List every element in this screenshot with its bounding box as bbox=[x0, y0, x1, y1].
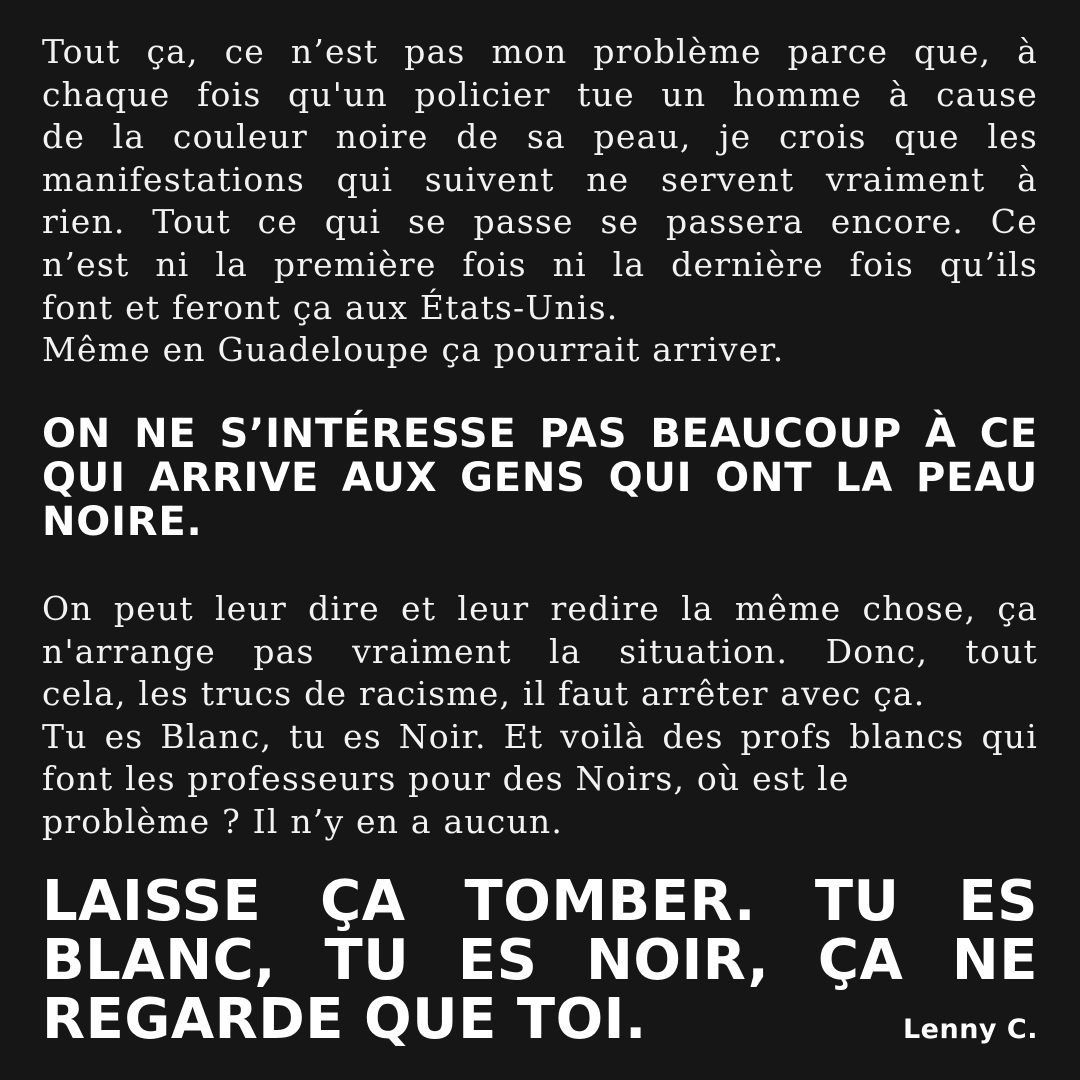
heading-1-line: NOIRE. bbox=[42, 499, 203, 545]
paragraph-1-line: chaque fois qu'un policier tue un homme à cause bbox=[42, 74, 1038, 114]
heading-2-line: LAISSE ÇA TOMBER. TU ES bbox=[42, 869, 1038, 934]
paragraph-2-line: Tu es Blanc, tu es Noir. Et voilà des profs blancs qui bbox=[42, 716, 1038, 756]
paragraph-2-line: font les professeurs pour des Noirs, où est le bbox=[42, 759, 850, 799]
heading-1 bbox=[42, 412, 1038, 544]
heading-2-line: REGARDE QUE TOI. bbox=[42, 987, 647, 1052]
paragraph-2-line: n'arrange pas vraiment la situation. Donc, tout bbox=[42, 631, 1038, 671]
heading-1-line: ON NE S’INTÉRESSE PAS BEAUCOUP À CE bbox=[42, 411, 1038, 457]
paragraph-1-line: n’est ni la première fois ni la dernière fois qu’ils bbox=[42, 244, 1038, 284]
paragraph-1-line: manifestations qui suivent ne servent vraiment à bbox=[42, 159, 1038, 199]
paragraph-1-line: Tout ça, ce n’est pas mon problème parce que, à bbox=[42, 32, 1038, 71]
paragraph-1-line: rien. Tout ce qui se passe se passera encore. Ce bbox=[42, 202, 1038, 242]
paragraph-1-line: font et feront ça aux États-Unis. bbox=[42, 287, 619, 327]
paragraph-1 bbox=[42, 31, 1038, 372]
paragraph-2-line: cela, les trucs de racisme, il faut arrêter avec ça. bbox=[42, 674, 926, 714]
heading-2 bbox=[42, 869, 1038, 1052]
heading-2-line: BLANC, TU ES NOIR, ÇA NE bbox=[42, 928, 1038, 993]
heading-1-line: QUI ARRIVE AUX GENS QUI ONT LA PEAU bbox=[42, 455, 1038, 501]
paragraph-1-line: Même en Guadeloupe ça pourrait arriver. bbox=[42, 330, 785, 370]
paragraph-1-line: de la couleur noire de sa peau, je crois que les bbox=[42, 117, 1038, 157]
signature: Lenny C. bbox=[902, 1014, 1038, 1045]
paragraph-2-line: problème ? Il n’y en a aucun. bbox=[42, 801, 564, 841]
paragraph-2 bbox=[42, 588, 1038, 844]
paragraph-2-line: On peut leur dire et leur redire la même chose, ça bbox=[42, 589, 1038, 628]
